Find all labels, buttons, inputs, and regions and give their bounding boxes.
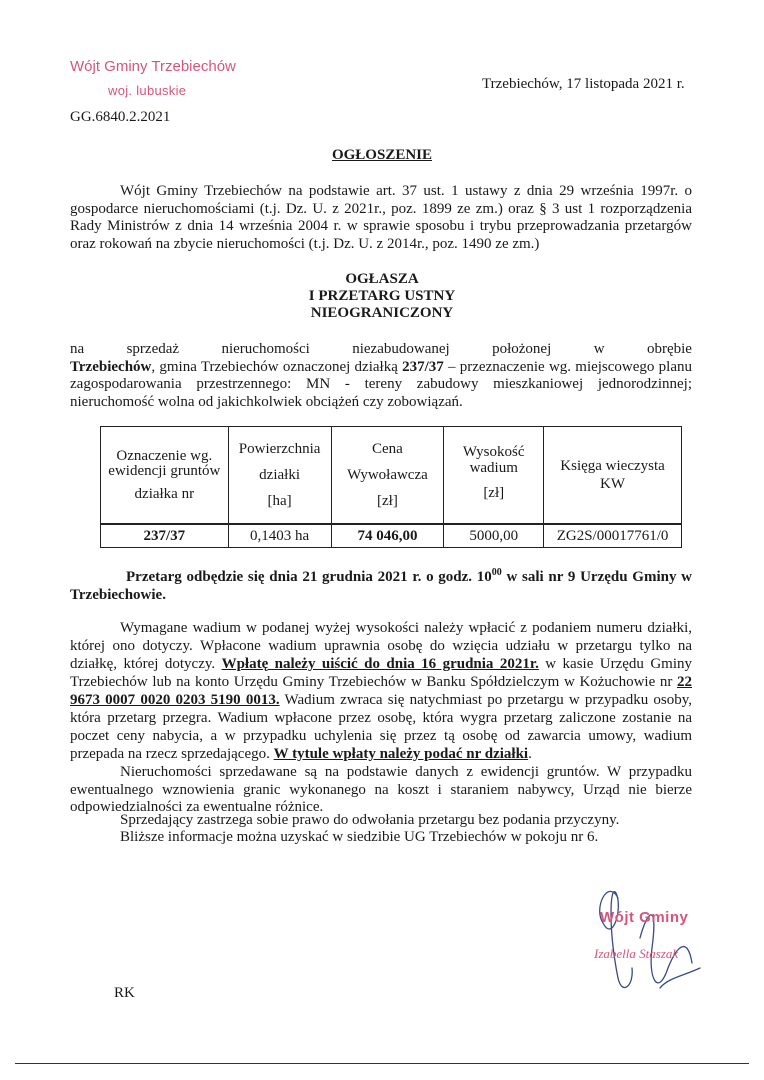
subject-paragraph [70, 341, 692, 411]
cell-area: 0,1403 ha [228, 524, 331, 548]
subject-plot: 237/37 [402, 358, 444, 375]
header-text: Oznaczenie wg. [116, 448, 213, 464]
header-text: Księga wieczysta [560, 458, 665, 474]
cell-price: 74 046,00 [331, 524, 444, 548]
header-cell-deposit [444, 427, 544, 525]
subject-word: na [70, 341, 85, 357]
header-text: Wywoławcza [347, 467, 428, 483]
handwritten-signature [588, 868, 728, 1008]
announcement-line-2: I PRZETARG USTNY [308, 288, 456, 304]
announcement-block [0, 271, 764, 322]
subject-first-line [70, 341, 692, 359]
header-text: [zł] [377, 493, 398, 509]
signature-stamp-name: Izabella Staszak [594, 946, 679, 961]
cell-plot: 237/37 [101, 524, 229, 548]
auction-time-minutes: 00 [491, 567, 502, 578]
deposit-text: Wymagane wadium w podanej wyżej wysokości należy wpłacić z podaniem numeru działki, której ono dotyczy. Wpłacone wadium uprawnia osobę do wzięcia udziału w przetargu tylko na działkę, której dotyczy. [70, 620, 692, 672]
subject-word: nieruchomości [221, 341, 310, 357]
header-text: Cena [372, 441, 403, 457]
deposit-deadline: Wpłatę należy uiścić do dnia 16 grudnia 2021r. [221, 656, 539, 672]
deposit-text: . [528, 746, 532, 762]
intro-paragraph: Wójt Gminy Trzebiechów na podstawie art. 37 ust. 1 ustawy z dnia 29 września 1997r. o gospodarce nieruchomościami (t.j. Dz. U. z 2021r., poz. 1899 ze zm.) oraz § 3 ust 1 rozporządzenia Rady Ministrów z dnia 14 września 2004 r. w sprawie sposobu i trybu przeprowadzania przetargów oraz rokowań na zbycie nieruchomości (t.j. Dz. U. z 2014r., poz. 1490 ze zm.) [70, 183, 692, 252]
subject-text: , gmina Trzebiechów oznaczonej działką [151, 358, 403, 375]
boundaries-paragraph: Nieruchomości sprzedawane są na podstawie danych z ewidencji gruntów. W przypadku ewentualnego wznowienia granic wykonanego na koszt i staraniem nabywcy, Urząd nie bierze odpowiedzialności za ewentualne różnice. [70, 764, 692, 815]
subject-rest [70, 359, 692, 412]
announcement-line-1: OGŁASZA [345, 271, 419, 287]
announcement-line-3: NIEOGRANICZONY [310, 305, 454, 321]
cell-register: ZG2S/00017761/0 [544, 524, 682, 548]
footer-divider [15, 1063, 749, 1064]
subject-word: w [593, 341, 605, 357]
subject-place: Trzebiechów [70, 358, 152, 375]
deposit-text: w kasie Urzędu Gminy Trzebiechów lub na konto Urzędu Gminy Trzebiechów w Banku Spółdzielczym w Kożuchowie nr [70, 656, 692, 690]
auction-text: w sali nr 9 Urzędu Gminy w Trzebiechowie. [70, 569, 693, 603]
reference-number: GG.6840.2.2021 [70, 109, 171, 125]
auction-date-paragraph [70, 564, 692, 604]
subject-word: obrębie [646, 341, 692, 357]
table-row [101, 524, 682, 548]
signature-stamp-title: Wójt Gminy [600, 909, 689, 926]
reserve-paragraph: Sprzedający zastrzega sobie prawo do odwołania przetargu bez podania przyczyny. [120, 812, 620, 828]
header-cell-area [228, 427, 331, 525]
header-text: Powierzchnia [238, 441, 321, 457]
document-date: Trzebiechów, 17 listopada 2021 r. [482, 76, 685, 92]
header-text: działka nr [134, 486, 195, 502]
header-text: [ha] [267, 493, 292, 509]
bank-account-number: 22 9673 0007 0020 0203 5190 0013. [70, 674, 692, 708]
info-paragraph: Bliższe informacje można uzyskać w siedzibie UG Trzebiechów w pokoju nr 6. [120, 829, 599, 845]
property-table [100, 426, 682, 548]
deposit-paragraph [70, 619, 692, 763]
auction-text: Przetarg odbędzie się dnia 21 grudnia 2021 r. o godz. 10 [126, 569, 492, 585]
subject-word: niezabudowanej [352, 341, 450, 357]
cell-deposit: 5000,00 [444, 524, 544, 548]
header-text: ewidencji gruntów [108, 463, 221, 479]
deposit-text: Wadium zwraca się natychmiast po przetargu w przypadku osoby, która przetarg przegra. Wadium wpłacone przez osobę, która wygra przetarg zaliczone zostanie na poczet ceny nabycia, a w przypadku uchylenia się przez tą osobę od zawarcia umowy, wadium przepada na rzecz sprzedającego. [70, 692, 692, 762]
table-header-row [101, 427, 682, 525]
subject-word: sprzedaż [126, 341, 180, 357]
header-cell-register [544, 427, 682, 525]
header-text: wadium [469, 460, 518, 476]
author-initials: RK [114, 985, 135, 1001]
issuer-stamp-title: Wójt Gminy Trzebiechów [70, 58, 236, 75]
header-text: KW [600, 476, 626, 492]
document-heading: OGŁOSZENIE [331, 147, 433, 163]
header-text: [zł] [483, 485, 505, 501]
subject-text: – przeznaczenie wg. miejscowego planu zagospodarowania przestrzennego: MN - tereny zabudowy mieszkaniowej jednorodzinnej; nieruchomość wolna od jakichkolwiek obciążeń czy zobowiązań. [70, 358, 692, 410]
header-cell-price [331, 427, 444, 525]
transfer-title-note: W tytule wpłaty należy podać nr działki [273, 746, 529, 762]
header-text: Wysokość [462, 444, 525, 460]
header-cell-plot [101, 427, 229, 525]
subject-word: położonej [492, 341, 552, 357]
header-text: działki [259, 467, 300, 483]
issuer-stamp-subtitle: woj. lubuskie [108, 83, 187, 98]
